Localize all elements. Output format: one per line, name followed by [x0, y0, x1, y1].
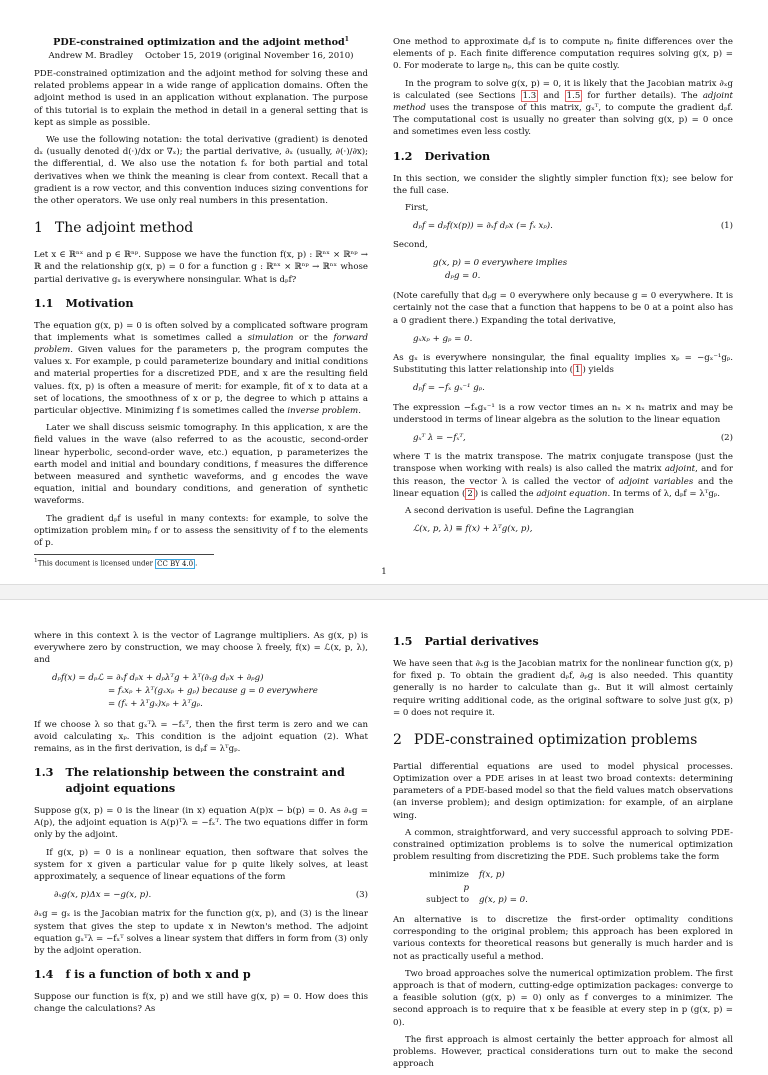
derivation-paragraph-4: The expression −fₓgₓ⁻¹ is a row vector times an nₓ × nₓ matrix and may be understood in terms of linear algebra as the solution to the linear equation [393, 402, 733, 425]
derivation-paragraph-2: (Note carefully that dₚg = 0 everywhere only because g = 0 everywhere. It is certainly not the case that a function that happens to be 0 at a point also has a 0 gradient there.) Expanding the total derivative, [393, 291, 733, 326]
equation-3: ∂ₓg(x, p)Δx = −g(x, p). (3) [54, 890, 368, 901]
equation-array: dₚf(x) = dₚℒ = ∂ₓf dₚx + dₚλᵀg + λᵀ(∂ₓg dₚx + ∂ₚg) = fₓxₚ + λᵀ(gₓxₚ + gₚ) because g = 0 everywhere = (fₓ + λᵀgₓ)xₚ + λᵀgₚ. [52, 672, 318, 710]
derivation-paragraph-3: As gₓ is everywhere nonsingular, the final equality implies xₚ = −gₓ⁻¹gₚ. Substituting this latter relationship into ( 1 ) yields [393, 352, 733, 376]
motivation-paragraph-1: The equation g(x, p) = 0 is often solved by a complicated software program that implements what is sometimes called a simulation or the forward problem. Given values for the parameters p, the program computes the values x. For example, p could parameterize boundary and initial conditions and material properties for a discretized PDE, and x are the resulting field values. f(x, p) is often a measure of merit: for example, fit of x to data at a set of locations, the smoothness of x or p, the degree to which p attains a particular objective. Minimizing f is sometimes called the inverse problem. [34, 320, 368, 417]
motivation-paragraph-3: The gradient dₚf is useful in many contexts: for example, to solve the optimization problem minₚ f or to assess the sensitivity of f to the elements of p. [34, 513, 368, 549]
section-2-heading: 2 PDE-constrained optimization problems [393, 731, 698, 748]
paper-title: PDE-constrained optimization and the adjoint method$^1$ [53, 36, 349, 49]
equation-1: dₚf = dₚf(x(p)) = ∂ₓf dₚx (= fₓ xₚ). (1) [413, 221, 733, 232]
subsection-1-3-heading: 1.3 The relationship between the constraint and adjoint equations [34, 765, 345, 796]
s14-paragraph-1: Suppose our function is f(x, p) and we still have g(x, p) = 0. How does this change the calculations? As [34, 992, 368, 1015]
equation-2: gₓᵀ λ = −fₓᵀ, (2) [413, 433, 733, 443]
s2-paragraph-4: Two broad approaches solve the numerical optimization problem. The first approach is that of modern, cutting-edge optimization packages: converge to a feasible solution (g(x, p) = 0) only as f converges to a minimizer. The second approach is to require that x be feasible at every step in p (g(x, p) = 0). [393, 968, 733, 1028]
adjoint-choice-paragraph: If we choose λ so that gₓᵀλ = −fₓᵀ, then the first term is zero and we can avoid calculating xₚ. This condition is the adjoint equation (2). What remains, as in the first derivation, is dₚf = λᵀgₚ. [34, 719, 368, 754]
s2-paragraph-2: A common, straightforward, and very successful approach to solving PDE-constrained optimization problems is to solve the numerical optimization problem resulting from discretizing the PDE. Such problems take the form [393, 827, 733, 863]
derivation-paragraph-6: A second derivation is useful. Define the Lagrangian [405, 506, 634, 517]
s13-paragraph-1: Suppose g(x, p) = 0 is the linear (in x) equation A(p)x − b(p) = 0. As ∂ₓg = A(p), the adjoint equation is A(p)ᵀλ = −fₓᵀ. The two equations differ in form only by the adjoint. [34, 805, 368, 841]
original-date: (original November 16, 2010) [223, 50, 354, 61]
s2-paragraph-3: An alternative is to discretize the first-order optimality conditions corresponding to the original problem; this approach has been explored in various contexts for theoretical reasons but generally is much harder and is not as practically useful a method. [393, 915, 733, 962]
footnote: $^1$This document is licensed under CC BY 4.0 . [34, 554, 214, 569]
right-paragraph-2: In the program to solve g(x, p) = 0, it is likely that the Jacobian matrix ∂ₓg is calculated (see Sections 1.3 and 1.5 for further details). The adjoint method uses the transpose of this matrix, gₓᵀ, to compute the gradient dₚf. The computational cost is usually no greater than solving g(x, p) = 0 once and sometimes even less costly. [393, 78, 734, 138]
author-name: Andrew M. Bradley [48, 50, 133, 61]
equation-ref-1[interactable]: 1 [574, 365, 581, 376]
section-1-heading: 1 The adjoint method [34, 220, 194, 237]
intro-paragraph-2: We use the following notation: the total derivative (gradient) is denoted dₓ (usually denoted d(·)/dx or ∇ₓ); the partial derivative, ∂ₓ (usually, ∂(·)/∂x); the differential, d. We also use the notation fₓ for both partial and total derivatives when we think the meaning is clear from context. Recall that a gradient is a row vector, and this convention induces sizing conventions for the other operators. We use only real numbers in this presentation. [34, 135, 368, 207]
optimization-problem: minimize f(x, p) p subject to g(x, p) = 0. [426, 870, 528, 905]
page1-right-column [393, 36, 733, 542]
page1-left-column [34, 36, 368, 570]
license-link[interactable]: CC BY 4.0 [157, 559, 194, 568]
page2-left-column [34, 630, 368, 1021]
derivation-second: Second, [393, 240, 428, 251]
subsection-1-4-heading: 1.4 f is a function of both x and p [34, 967, 251, 982]
section-ref-1-3[interactable]: 1.3 [522, 90, 537, 101]
s15-paragraph-1: We have seen that ∂ₓg is the Jacobian matrix for the nonlinear function g(x, p) for fixed p. To obtain the gradient dₚf, ∂ₚg is also needed. This quantity generally is no harder to calculate than gₓ. But it will almost certainly require writing additional code, as the original software to solve just g(x, p) = 0 does not require it. [393, 658, 733, 718]
subsection-1-2-heading: 1.2 Derivation [393, 148, 491, 163]
page-separator [0, 584, 768, 600]
lagrange-paragraph: where in this context λ is the vector of Lagrange multipliers. As g(x, p) is everywhere zero by construction, we may choose λ freely, f(x) = ℒ(x, p, λ), and [34, 631, 368, 666]
page2-right-column [393, 624, 733, 1075]
subsection-1-1-heading: 1.1 Motivation [34, 295, 134, 310]
author-line [34, 50, 368, 62]
derivation-paragraph-1: In this section, we consider the slightly simpler function f(x); see below for the full case. [393, 173, 733, 196]
title-footnote-mark[interactable]: 1 [344, 36, 349, 43]
date: October 15, 2019 [145, 50, 222, 61]
motivation-paragraph-2: Later we shall discuss seismic tomography. In this application, x are the field values in the wave (also referred to as the acoustic, second-order linear hyperbolic, second-order wave, etc.) equation, p parameterizes the earth model and initial and boundary conditions, f measures the difference between measured and synthetic waveforms, and g encodes the wave equation, initial and boundary conditions, and generation of synthetic waveforms. [34, 423, 368, 507]
s2-paragraph-1: Partial differential equations are used to model physical processes. Optimization over a PDE arises in at least two broad contexts: determining parameters of a PDE-based model so that the field values match observations (an inverse problem); and design optimization: for example, of an airplane wing. [393, 761, 733, 821]
page-2 [0, 600, 768, 1070]
derivation-paragraph-5: where T is the matrix transpose. The matrix conjugate transpose (just the transpose when working with reals) is also called the matrix adjoint, and for this reason, the vector λ is called the vector of adjoint variables and the linear equation ( 2 ) is called the adjoint equation. In terms of λ, dₚf = λᵀgₚ. [393, 452, 733, 499]
derivation-first: First, [405, 202, 429, 213]
section-ref-1-5[interactable]: 1.5 [566, 90, 581, 101]
s13-paragraph-3: ∂ₓg = gₓ is the Jacobian matrix for the function g(x, p), and (3) is the linear system that gives the step to update x in Newton's method. The adjoint equation gₓᵀλ = −fₓᵀ solves a linear system that differs in form from (3) only by the adjoint operation. [34, 909, 368, 956]
equation-expansion: gₓxₚ + gₚ = 0. [413, 333, 473, 344]
subsection-1-5-heading: 1.5 Partial derivatives [393, 634, 539, 648]
page-number: 1 [381, 567, 387, 577]
equation-lagrangian: ℒ(x, p, λ) ≡ f(x) + λᵀg(x, p), [413, 524, 533, 535]
equation-df: dₚf = −fₓ gₓ⁻¹ gₚ. [413, 383, 485, 394]
right-paragraph-1: One method to approximate dₚf is to compute nₚ finite differences over the elements of p. Each finite difference computation requires solving g(x, p) = 0. For moderate to large nₚ, this can be quite costly. [393, 37, 733, 72]
equation-ref-2[interactable]: 2 [467, 488, 473, 499]
intro-paragraph-1: PDE-constrained optimization and the adjoint method for solving these and related problems appear in a wide range of application domains. Often the adjoint method is used in an application without explanation. The purpose of this tutorial is to explain the method in detail in a general setting that is kept as simple as possible. [34, 69, 368, 128]
s13-paragraph-2: If g(x, p) = 0 is a nonlinear equation, then software that solves the system for x given a particular value for p quite likely solves, at least approximately, a sequence of linear equations of the form [34, 847, 368, 882]
s2-paragraph-5: The first approach is almost certainly the better approach for almost all problems. However, practical considerations turn out to make the second approach [393, 1034, 733, 1070]
equation-g-block: g(x, p) = 0 everywhere implies dₚg = 0. [433, 257, 568, 281]
section-1-paragraph: Let x ∈ ℝⁿˣ and p ∈ ℝⁿᵖ. Suppose we have the function f(x, p) : ℝⁿˣ × ℝⁿᵖ → ℝ and the relationship g(x, p) = 0 for a function g : ℝⁿˣ × ℝⁿᵖ → ℝⁿˣ whose partial derivative gₓ is everywhere nonsingular. What is dₚf? [34, 250, 368, 285]
